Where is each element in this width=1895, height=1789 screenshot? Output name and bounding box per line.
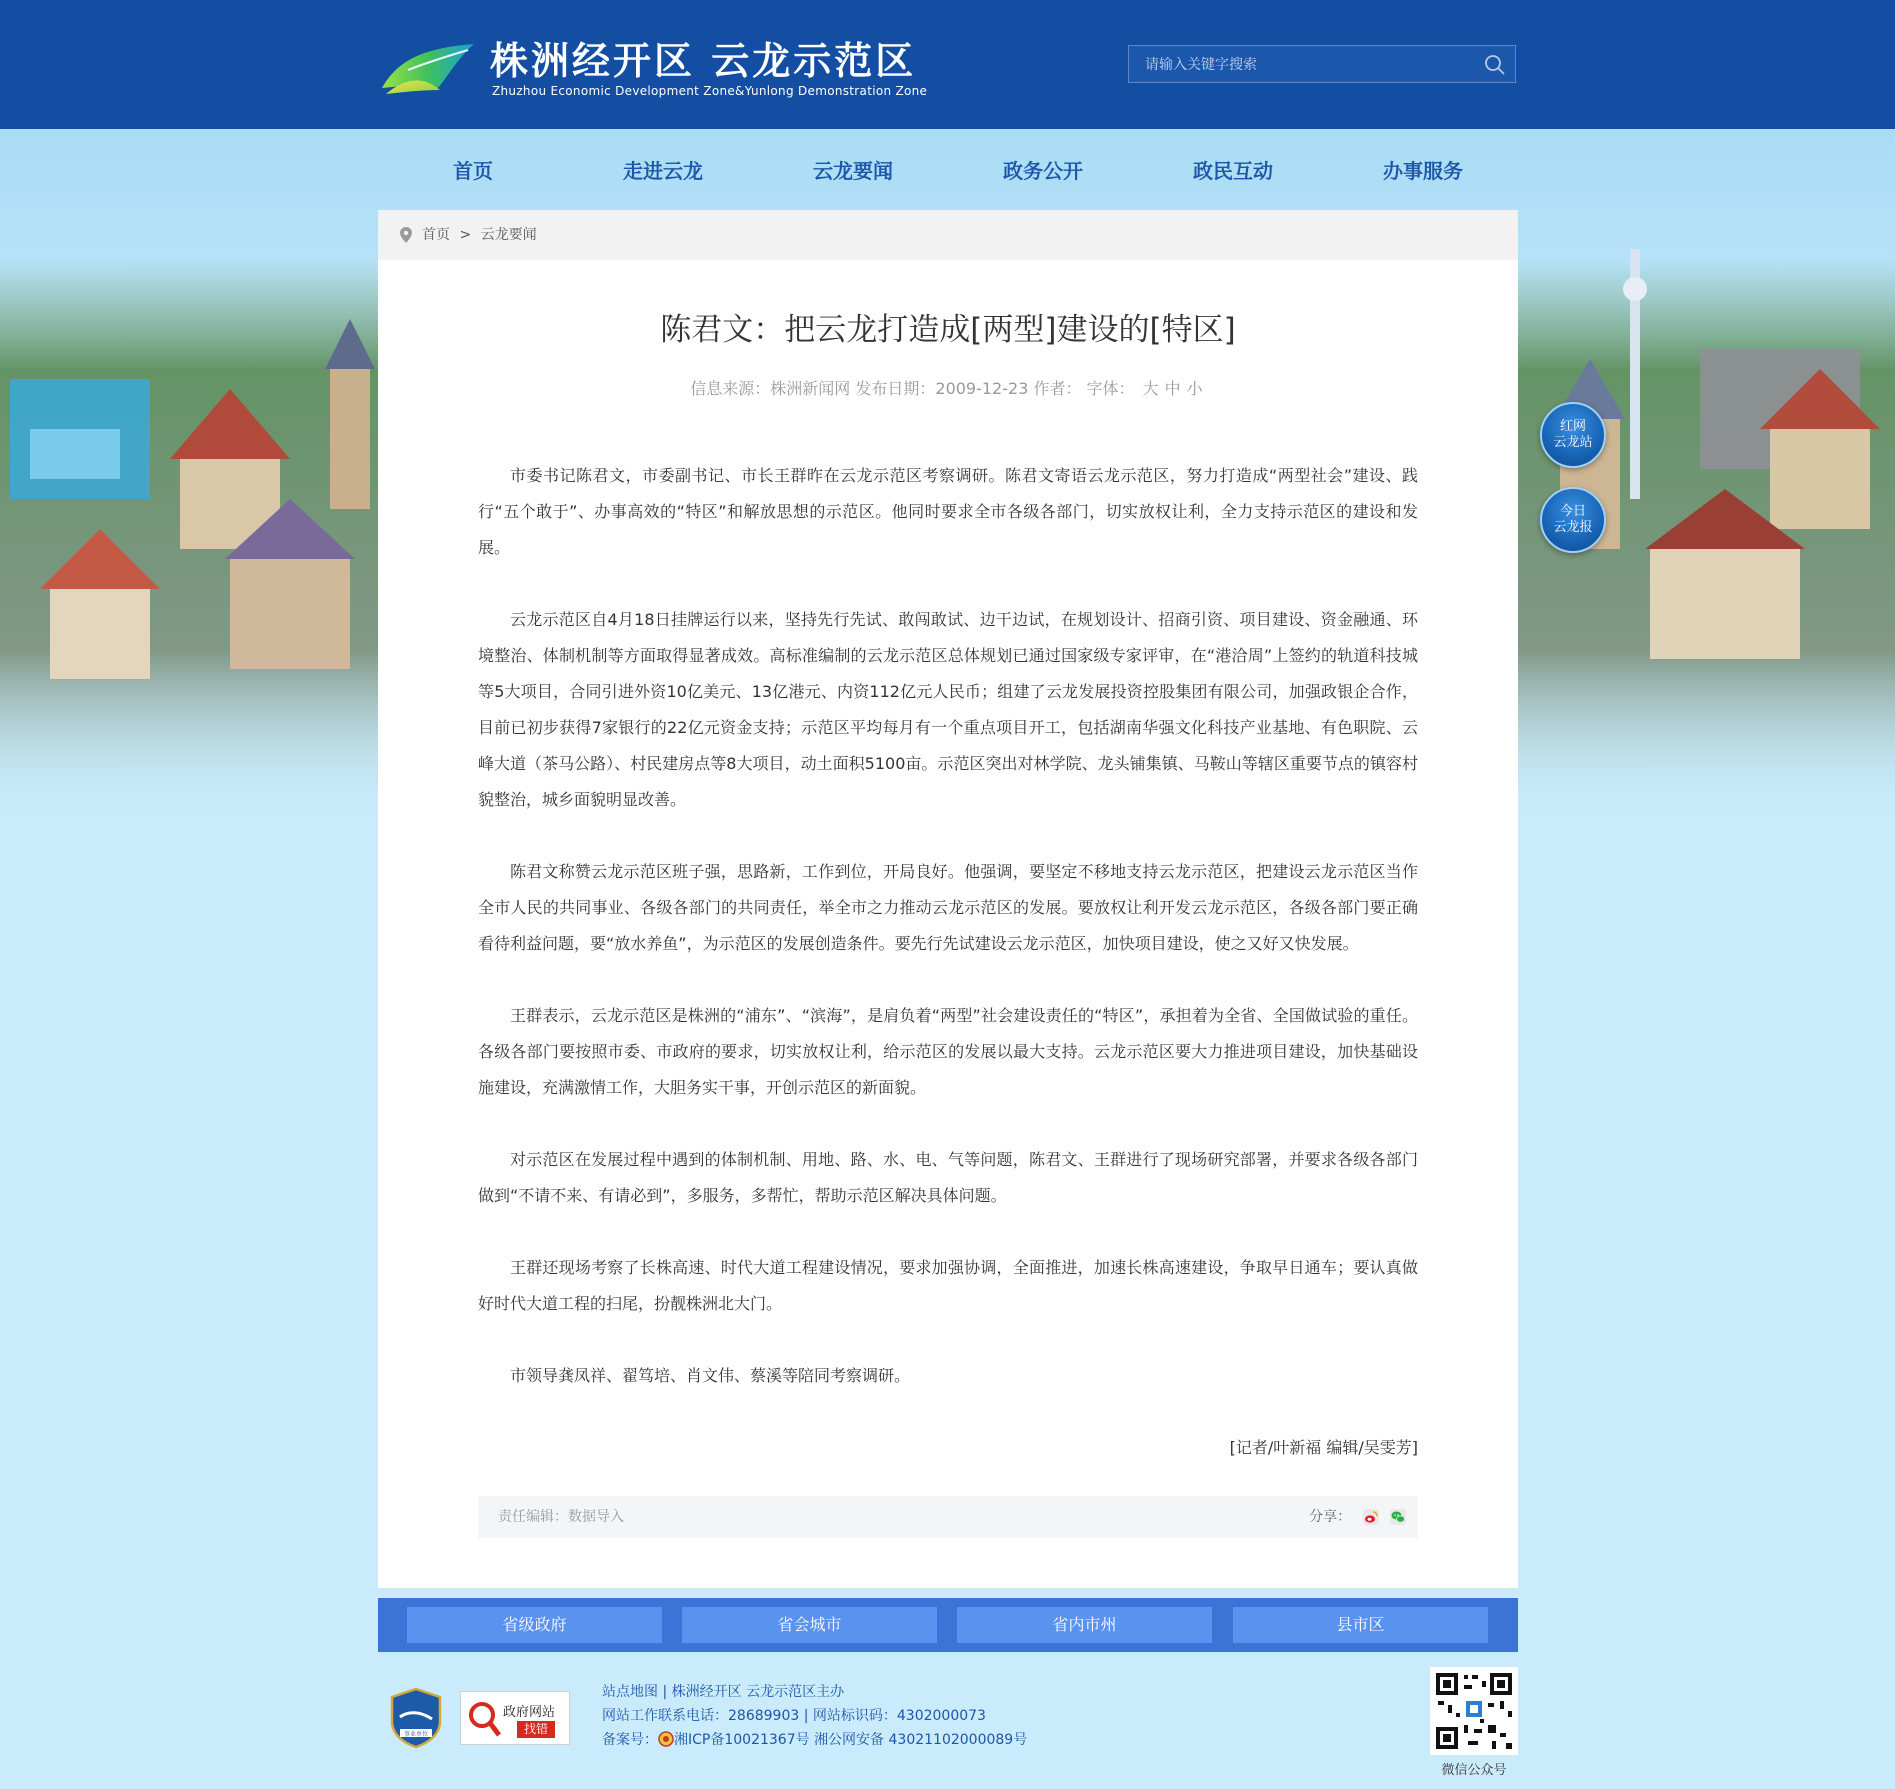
nav-public-interaction[interactable]: 政民互动 (1193, 159, 1273, 183)
footer-icp-label: 备案号： (602, 1732, 658, 1748)
gov-badge-title: 政府网站 (503, 1705, 556, 1720)
gov-badge-action: 找错 (517, 1721, 555, 1738)
footer-host: 株洲经开区 云龙示范区主办 (671, 1684, 845, 1700)
font-size-small[interactable]: 小 (1186, 379, 1203, 398)
icp-link[interactable]: 湘ICP备10021367号 (674, 1732, 810, 1748)
magnifier-icon (467, 1700, 501, 1738)
article-title: 陈君文：把云龙打造成[两型]建设的[特区] (660, 312, 1236, 348)
breadcrumb-separator: > (459, 227, 472, 243)
related-links-bar (378, 1598, 1518, 1652)
public-institution-badge-icon[interactable] (390, 1687, 442, 1749)
breadcrumb-home[interactable]: 首页 (422, 227, 450, 243)
article-paragraph: 王群还现场考察了长株高速、时代大道工程建设情况，要求加强协调，全面推进，加速长株高速建设，争取早日通车；要认真做好时代大道工程的扫尾，扮靓株洲北大门。 (478, 1258, 1418, 1313)
responsible-editor: 责任编辑：数据导入 (498, 1509, 624, 1525)
search-input[interactable] (1129, 46, 1469, 82)
gov-site-error-report-badge[interactable] (460, 1691, 570, 1745)
wechat-qr-code (1430, 1667, 1518, 1755)
article-meta-info: 信息来源：株洲新闻网 发布日期：2009-12-23 作者： 字体： (690, 379, 1135, 398)
shiye-label: 事业单位 (403, 1731, 429, 1738)
link-provincial-government[interactable]: 省级政府 (407, 1607, 662, 1643)
float-label-line1: 红网 (1559, 419, 1586, 434)
float-label-line2: 云龙报 (1553, 520, 1593, 535)
article-paragraph: 陈君文称赞云龙示范区班子强，思路新，工作到位，开局良好。他强调，要坚定不移地支持云龙示范区，把建设云龙示范区当作全市人民的共同事业、各级各部门的共同责任，举全市之力推动云龙示范区的发展。要放权让利开发云龙示范区，各级各部门要正确看待利益问题，要“放水养鱼”，为示范区的发展创造条件。要先行先试建设云龙示范区，加快项目建设，使之又好又快发展。 (478, 862, 1418, 953)
qr-caption: 微信公众号 (1441, 1763, 1507, 1778)
breadcrumb (378, 210, 1518, 260)
article-signature: [记者/叶新福 编辑/吴雯芳] (1229, 1438, 1418, 1457)
footer-info (602, 1680, 1027, 1752)
site-footer (378, 1665, 1518, 1785)
article-paragraph: 市委书记陈君文，市委副书记、市长王群昨在云龙示范区考察调研。陈君文寄语云龙示范区，努力打造成“两型社会”建设、践行“五个敢于”、办事高效的“特区”和解放思想的示范区。他同时要求全市各级各部门，切实放权让利，全力支持示范区的建设和发展。 (478, 466, 1418, 557)
article-paragraph: 市领导龚凤祥、翟笃培、肖文伟、蔡溪等陪同考察调研。 (510, 1366, 911, 1385)
site-logo[interactable] (378, 38, 928, 102)
nav-services[interactable]: 办事服务 (1383, 159, 1463, 183)
share-label: 分享： (1309, 1509, 1352, 1525)
logo-emblem-icon (378, 40, 478, 100)
breadcrumb-trail (422, 210, 537, 260)
article-paragraph: 王群表示，云龙示范区是株洲的“浦东”、“滨海”，是肩负着“两型”社会建设责任的“特区”，承担着为全省、全国做试验的重任。各级各部门要按照市委、市政府的要求，切实放权让利，给示范区的发展以最大支持。云龙示范区要大力推进项目建设，加快基础设施建设，充满激情工作，大胆务实干事，开创示范区的新面貌。 (478, 1006, 1418, 1097)
float-label-line1: 今日 (1559, 504, 1586, 519)
wechat-share-icon[interactable] (1390, 1509, 1406, 1525)
article-card (378, 210, 1518, 1588)
location-pin-icon (400, 227, 412, 243)
link-cities-in-province[interactable]: 省内市州 (957, 1607, 1212, 1643)
article-body (478, 458, 1418, 1502)
footer-site-id: 网站标识码：4302000073 (812, 1708, 986, 1724)
site-header (0, 0, 1895, 129)
search-icon[interactable] (1483, 53, 1507, 77)
nav-yunlong-news[interactable]: 云龙要闻 (813, 159, 893, 183)
footer-phone: 网站工作联系电话：28689903 (602, 1708, 800, 1724)
main-nav (378, 150, 1518, 192)
nav-government-affairs[interactable]: 政务公开 (1003, 159, 1083, 183)
weibo-share-icon[interactable] (1363, 1509, 1379, 1525)
share-area (1309, 1496, 1406, 1538)
police-record-link[interactable]: 湘公网安备 43021102000089号 (814, 1732, 1028, 1748)
article-meta (378, 376, 1518, 399)
search-box (1128, 45, 1516, 83)
nav-home[interactable]: 首页 (453, 159, 493, 183)
footer-divider: | (662, 1684, 672, 1700)
sitemap-link[interactable]: 站点地图 (602, 1684, 658, 1700)
article-footer-bar (478, 1496, 1418, 1538)
link-provincial-capitals[interactable]: 省会城市 (682, 1607, 937, 1643)
article-paragraph: 对示范区在发展过程中遇到的体制机制、用地、路、水、电、气等问题，陈君文、王群进行了现场研究部署，并要求各级各部门做到“不请不来、有请必到”，多服务，多帮忙，帮助示范区解决具体问题。 (478, 1150, 1418, 1205)
font-size-large[interactable]: 大 (1142, 379, 1159, 398)
link-counties[interactable]: 县市区 (1233, 1607, 1488, 1643)
breadcrumb-current[interactable]: 云龙要闻 (480, 227, 537, 243)
float-label-line2: 云龙站 (1553, 435, 1593, 450)
font-size-medium[interactable]: 中 (1164, 379, 1181, 398)
float-today-yunlong-paper[interactable] (1540, 487, 1606, 553)
article-paragraph: 云龙示范区自4月18日挂牌运行以来，坚持先行先试、敢闯敢试、边干边试，在规划设计、招商引资、项目建设、资金融通、环境整治、体制机制等方面取得显著成效。高标准编制的云龙示范区总体规划已通过国家级专家评审，在“港洽周”上签约的轨道科技城等5大项目，合同引进外资10亿美元、13亿港元、内资112亿元人民币；组建了云龙发展投资控股集团有限公司，加强政银企合作，目前已初步获得7家银行的22亿元资金支持；示范区平均每月有一个重点项目开工，包括湖南华强文化科技产业基地、有色职院、云峰大道（茶马公路）、村民建房点等8大项目，动土面积5100亩。示范区突出对林学院、龙头铺集镇、马鞍山等辖区重要节点的镇容村貌整治，城乡面貌明显改善。 (478, 610, 1418, 809)
nav-about-yunlong[interactable]: 走进云龙 (623, 159, 703, 183)
police-emblem-icon (658, 1731, 674, 1747)
float-hongwang-yunlong[interactable] (1540, 402, 1606, 468)
footer-divider: | (803, 1708, 813, 1724)
logo-subtitle: Zhuzhou Economic Development Zone&Yunlong Demonstration Zone (492, 84, 928, 98)
logo-title: 株洲经开区 云龙示范区 (490, 39, 917, 83)
